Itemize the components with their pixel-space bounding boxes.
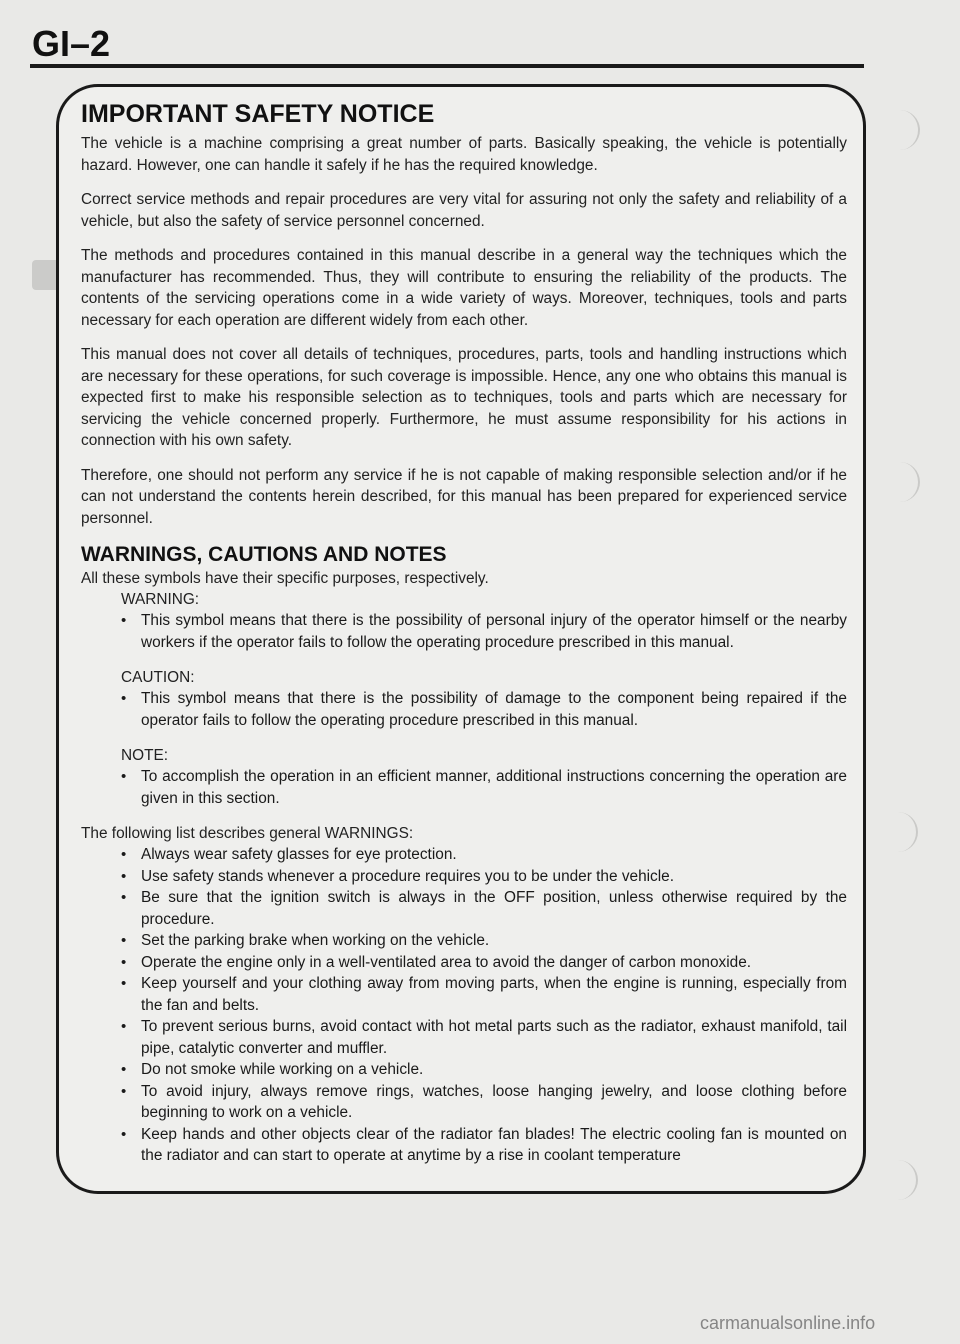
list-item [81, 1016, 847, 1059]
bullet-icon: • [121, 846, 127, 863]
caution-text: This symbol means that there is the possibility of damage to the component being repaired if the operator fails to follow the operating procedure prescribed in this manual. [141, 690, 847, 729]
list-item [81, 766, 847, 809]
margin-mark [900, 110, 920, 150]
bullet-icon: • [121, 690, 127, 707]
bullet-icon: • [121, 889, 127, 906]
warning-block [81, 589, 847, 653]
margin-mark [900, 462, 920, 502]
list-item [81, 866, 847, 888]
margin-mark [898, 1160, 918, 1200]
notice-paragraph: The methods and procedures contained in this manual describe in a general way the techniques which the manufacturer has recommended. Thus, they will contribute to ensuring the reliability of the products. The contents of the servicing operations come in a wide variety of ways. Moreover, techniques, tools and parts necessary for each operation are different widely from each other. [81, 247, 847, 329]
caution-block [81, 667, 847, 731]
bullet-icon: • [121, 612, 127, 629]
general-warnings-list [81, 844, 847, 1167]
general-warnings-intro: The following list describes general WARNINGS: [81, 825, 414, 842]
bullet-icon: • [121, 953, 127, 971]
note-text: To accomplish the operation in an efficient manner, additional instructions concerning the operation are given in this section. [141, 768, 847, 807]
notice-paragraph: Correct service methods and repair procedures are very vital for assuring not only the safety and reliability of a vehicle, but also the safety of service personnel concerned. [81, 191, 847, 230]
general-warning-text: Do not smoke while working on a vehicle. [141, 1061, 424, 1078]
warning-list [81, 610, 847, 653]
general-warning-text: Set the parking brake when working on the vehicle. [141, 932, 490, 949]
safety-notice-box [56, 84, 866, 1194]
page-header [30, 22, 864, 68]
caution-list [81, 688, 847, 731]
notice-paragraph: The vehicle is a machine comprising a great number of parts. Basically speaking, the vehicle is potentially hazard. However, one can handle it safely if he has the required knowledge. [81, 135, 847, 174]
warning-text: This symbol means that there is the possibility of personal injury of the operator himself or the nearby workers if the operator fails to follow the operating procedure prescribed in this manual. [141, 612, 847, 651]
bullet-icon: • [121, 1082, 127, 1100]
list-item [81, 973, 847, 1016]
general-warning-text: Operate the engine only in a well-ventilated area to avoid the danger of carbon monoxide. [141, 953, 752, 971]
notice-title: IMPORTANT SAFETY NOTICE [81, 100, 435, 128]
general-warning-text: Keep hands and other objects clear of the radiator fan blades! The electric cooling fan is mounted on the radiator and can start to operate at anytime by a rise in coolant temperature [141, 1125, 847, 1164]
bullet-icon: • [121, 975, 127, 992]
list-item [81, 1081, 847, 1124]
bullet-icon: • [121, 768, 127, 785]
bullet-icon: • [121, 1125, 127, 1143]
note-label: NOTE: [121, 747, 169, 764]
bullet-icon: • [121, 1018, 127, 1035]
list-item [81, 1124, 847, 1167]
bullet-icon: • [121, 932, 127, 949]
warning-label: WARNING: [121, 591, 200, 608]
general-warning-text: To prevent serious burns, avoid contact with hot metal parts such as the radiator, exhaust manifold, tail pipe, catalytic converter and muffler. [141, 1018, 847, 1057]
general-warning-text: Keep yourself and your clothing away from moving parts, when the engine is running, especially from the fan and belts. [141, 975, 847, 1014]
note-list [81, 766, 847, 809]
watermark: carmanualsonline.info [700, 1313, 876, 1333]
general-warning-text: Always wear safety glasses for eye protection. [141, 846, 457, 863]
list-item [81, 610, 847, 653]
general-warning-text: Be sure that the ignition switch is always in the OFF position, unless otherwise required by the procedure. [141, 889, 847, 928]
warnings-section-title: WARNINGS, CAUTIONS AND NOTES [81, 543, 447, 566]
bullet-icon: • [121, 867, 127, 885]
margin-mark [898, 812, 918, 852]
page-number: GI–2 [32, 23, 111, 64]
list-item [81, 887, 847, 930]
bullet-icon: • [121, 1061, 127, 1078]
note-block [81, 745, 847, 809]
notice-paragraph: Therefore, one should not perform any service if he is not capable of making responsible selection and/or if he can not understand the contents herein described, for this manual has been prepared for experienced service personnel. [81, 466, 847, 527]
list-item [81, 952, 847, 974]
general-warning-text: To avoid injury, always remove rings, watches, loose hanging jewelry, and loose clothing before beginning to work on a vehicle. [141, 1082, 847, 1121]
notice-paragraph: This manual does not cover all details of techniques, procedures, parts, tools and handling instructions which are necessary for these operations, for such coverage is impossible. Hence, any one who obtains this manual is expected first to make his responsible selection as to techniques, tools and parts which are necessary for servicing the vehicle concerned properly. Furthermore, he must assume responsibility for his actions in connection with his own safety. [81, 346, 847, 449]
warnings-intro: All these symbols have their specific purposes, respectively. [81, 570, 489, 587]
list-item [81, 1059, 847, 1081]
general-warning-text: Use safety stands whenever a procedure requires you to be under the vehicle. [141, 867, 674, 885]
caution-label: CAUTION: [121, 669, 195, 686]
list-item [81, 688, 847, 731]
list-item [81, 930, 847, 952]
list-item [81, 844, 847, 866]
